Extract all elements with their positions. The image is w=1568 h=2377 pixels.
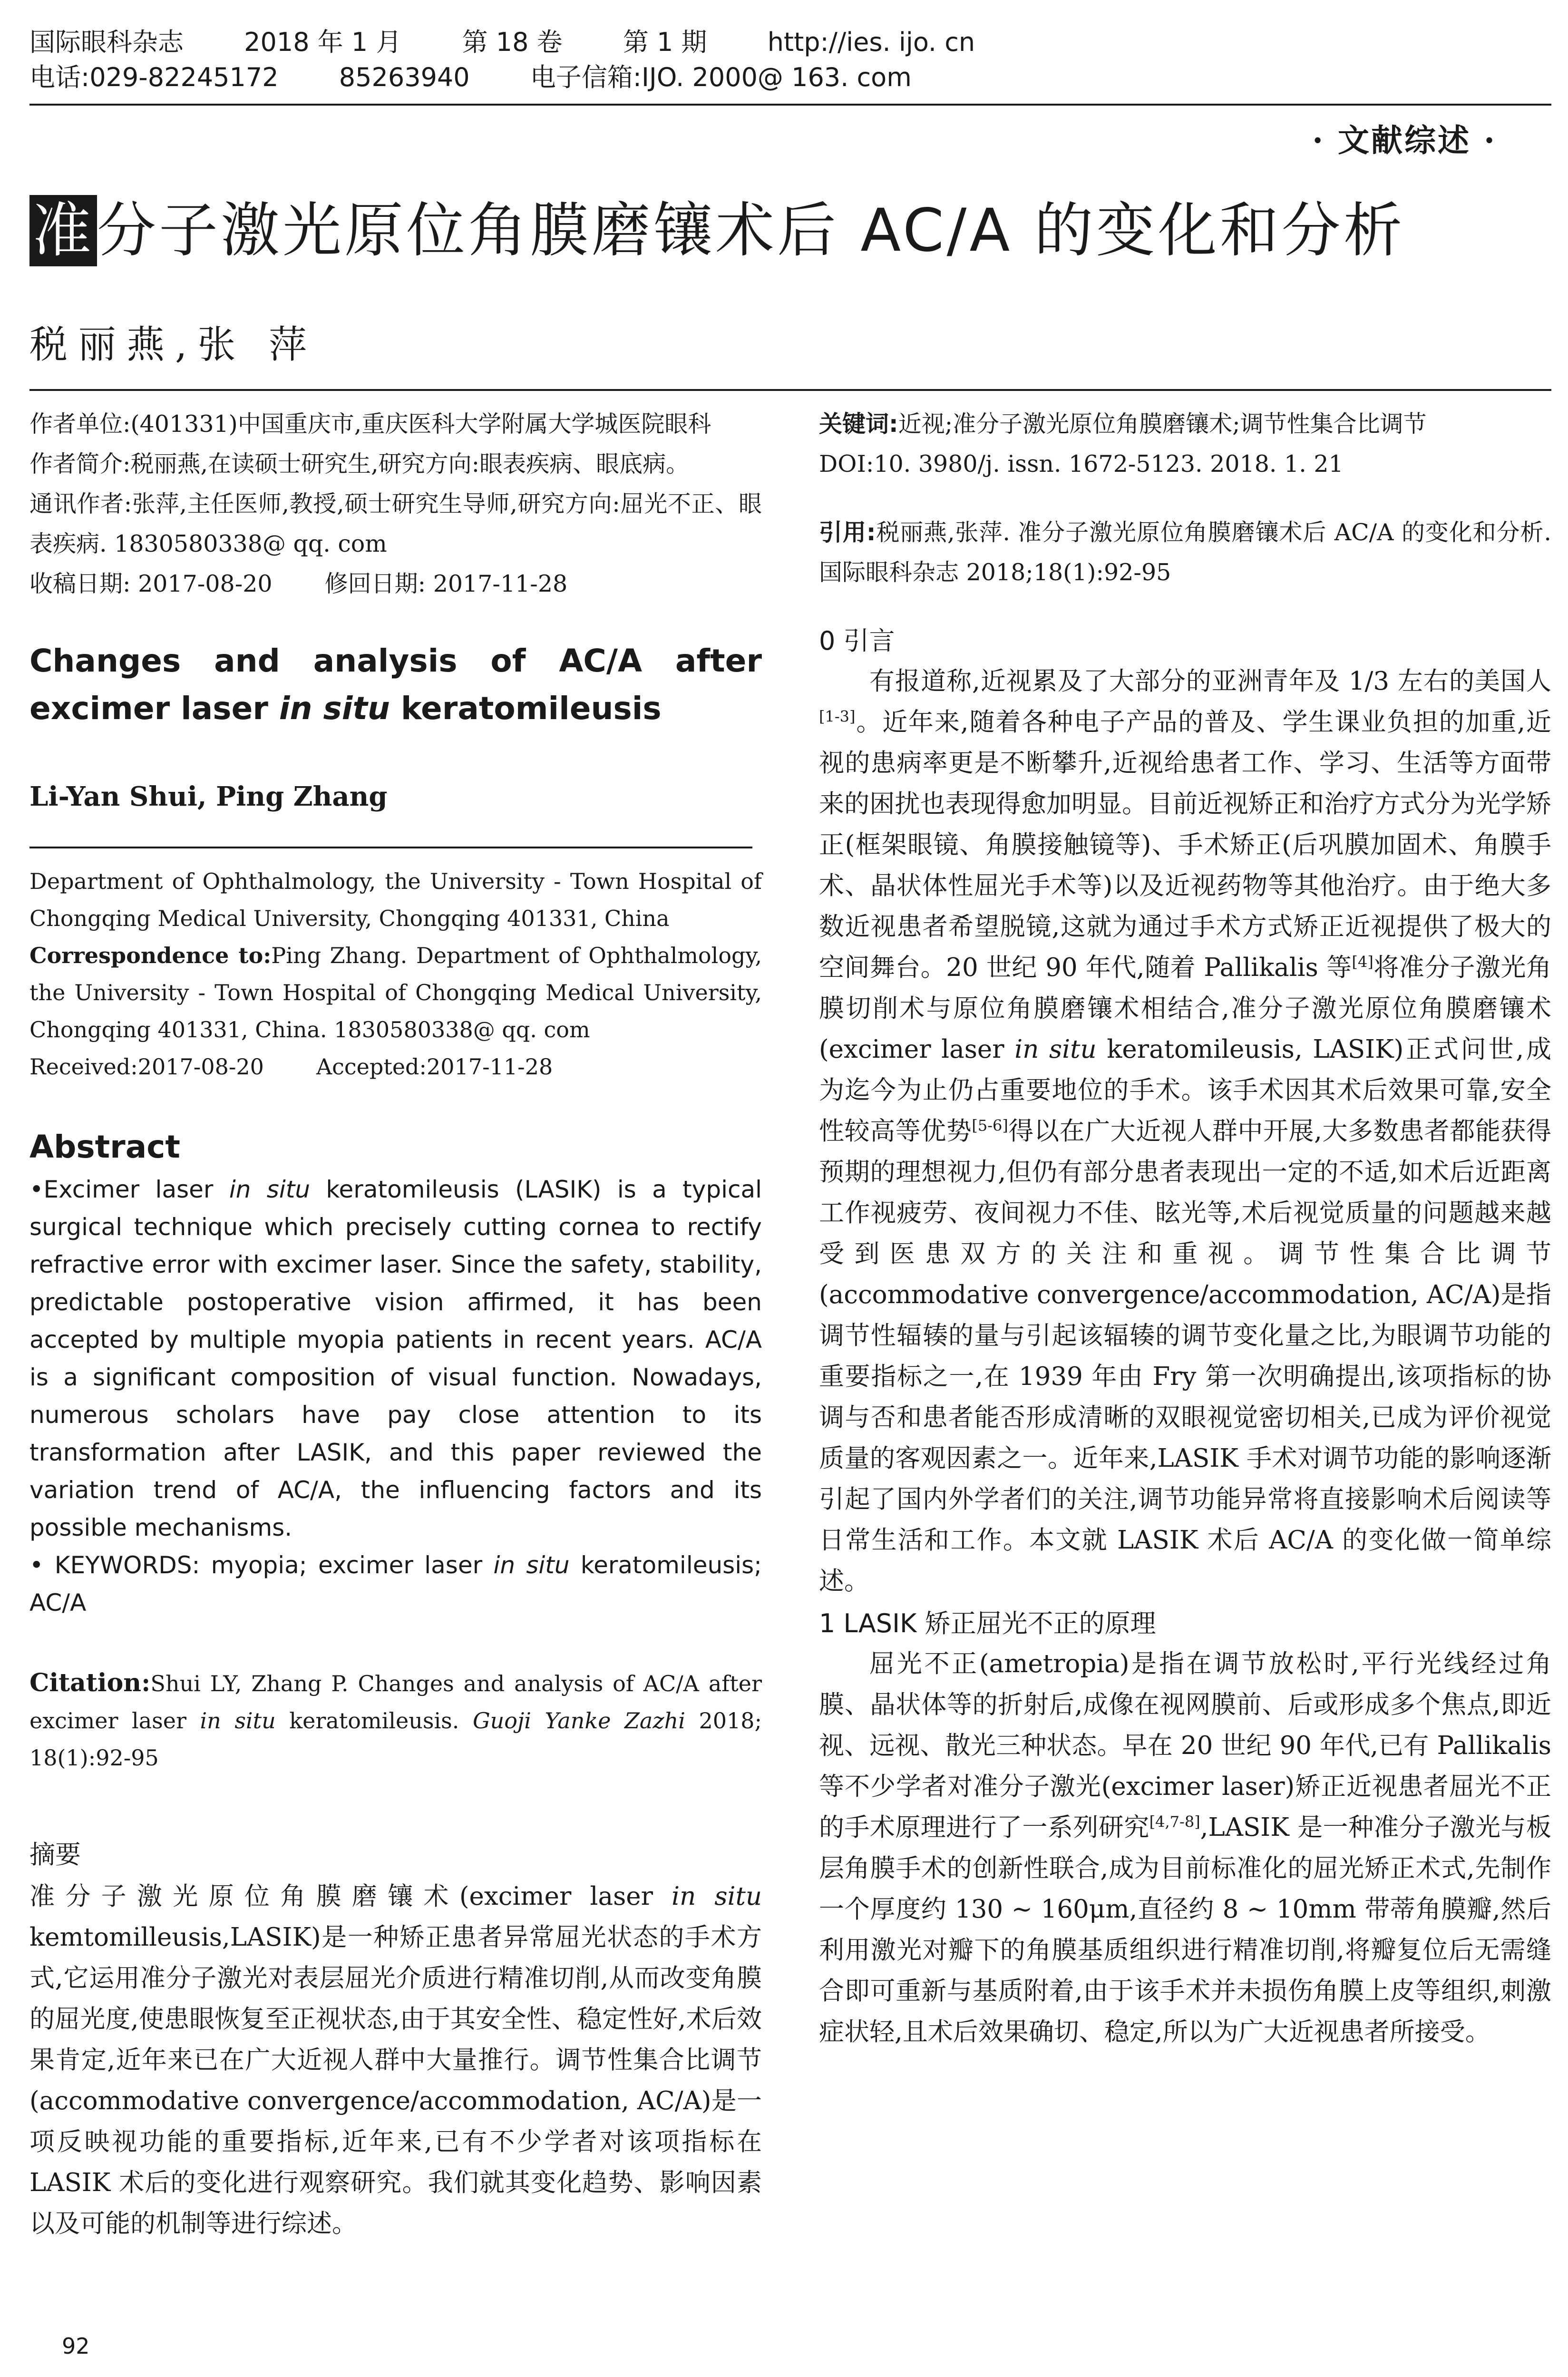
dates-en bbox=[29, 1048, 762, 1085]
keywords-en: • KEYWORDS: myopia; excimer laser in situ keratomileusis; AC/A bbox=[29, 1551, 762, 1617]
intro-heading: 0 引言 bbox=[819, 626, 895, 656]
running-header bbox=[29, 25, 1551, 95]
section-1-heading: 1 LASIK 矫正屈光不正的原理 bbox=[819, 1608, 1156, 1638]
department-en: Department of Ophthalmology, the University - Town Hospital of Chongqing Medical University, Chongqing 401331, China bbox=[29, 868, 762, 931]
right-column bbox=[819, 404, 1551, 2053]
journal-website: http://ies. ijo. cn bbox=[767, 27, 975, 57]
doi: DOI:10. 3980/j. issn. 1672-5123. 2018. 1. 21 bbox=[819, 450, 1344, 477]
citation-zh-block bbox=[819, 513, 1551, 593]
issue-number: 第 1 期 bbox=[623, 27, 707, 57]
accepted-date-en: Accepted:2017-11-28 bbox=[316, 1054, 553, 1080]
author-bio-zh: 作者简介:税丽燕,在读硕士研究生,研究方向:眼表疾病、眼底病。 bbox=[29, 450, 690, 477]
title-text: 分子激光原位角膜磨镶术后 AC/A 的变化和分析 bbox=[97, 196, 1405, 265]
abstract-en bbox=[29, 1171, 762, 1622]
title-lead-character: 准 bbox=[29, 195, 97, 266]
abstract-zh-heading: 摘要 bbox=[29, 1840, 81, 1870]
reference-marker: [4] bbox=[1352, 953, 1373, 971]
keywords-zh: 关键词:近视;准分子激光原位角膜磨镶术;调节性集合比调节 bbox=[819, 410, 1427, 438]
correspondence-en: Correspondence to:Ping Zhang. Department of Ophthalmology, the University - Town Hospital of Chongqing Medical University, Chongqing 401331, China. 1830580338@ qq. com bbox=[29, 943, 762, 1042]
dates-zh bbox=[29, 564, 762, 604]
section-tag: · 文献综述 · bbox=[1312, 122, 1497, 159]
citation-label: Citation: bbox=[29, 1668, 151, 1697]
received-date-en: Received:2017-08-20 bbox=[29, 1054, 264, 1080]
correspondence-zh: 通讯作者:张萍,主任医师,教授,硕士研究生导师,研究方向:屈光不正、眼表疾病. 1830580338@ qq. com bbox=[29, 490, 762, 557]
english-authors-rule bbox=[29, 847, 752, 848]
english-authors: Li-Yan Shui, Ping Zhang bbox=[29, 781, 388, 812]
abstract-heading: Abstract bbox=[29, 1129, 180, 1165]
section-1-body bbox=[819, 1644, 1551, 2053]
page-number: 92 bbox=[62, 2333, 90, 2359]
left-column bbox=[29, 404, 762, 2244]
title-rule bbox=[29, 389, 1551, 391]
reference-marker: [4,7-8] bbox=[1149, 1812, 1200, 1831]
authors-chinese: 税丽燕,张 萍 bbox=[29, 322, 317, 367]
header-rule bbox=[29, 104, 1551, 106]
keywords-zh-block bbox=[819, 404, 1551, 484]
abstract-text: •Excimer laser in situ keratomileusis (LASIK) is a typical surgical technique which precisely cutting cornea to rectify refractive error with excimer laser. Since the safety, stability, predictable postoperative vision affirmed, it has been accepted by multiple myopia patients in recent years. AC/A is a significant composition of visual function. Nowadays, numerous scholars have pay close attention to its transformation after LASIK, and this paper reviewed the variation trend of AC/A, the influencing factors and its possible mechanisms. bbox=[29, 1176, 762, 1541]
revised-date-zh: 修回日期: 2017-11-28 bbox=[324, 570, 568, 597]
volume: 第 18 卷 bbox=[462, 27, 563, 57]
journal-email: 电子信箱:IJO. 2000@ 163. com bbox=[530, 62, 912, 92]
reference-marker: [1-3] bbox=[819, 707, 856, 726]
citation-en: Citation:Shui LY, Zhang P. Changes and analysis of AC/A after excimer laser in situ keratomileusis. Guoji Yanke Zazhi 2018; 18(1):92-95 bbox=[29, 1668, 762, 1771]
english-title: Changes and analysis of AC/A after excimer laser in situ keratomileusis bbox=[29, 643, 762, 727]
abstract-zh: 准分子激光原位角膜磨镶术(excimer laser in situ kemtomilleusis,LASIK)是一种矫正患者异常屈光状态的手术方式,它运用准分子激光对表层屈光介质进行精准切削,从而改变角膜的屈光度,使患眼恢复至正视状态,由于其安全性、稳定性好,术后效果肯定,近年来已在广大近视人群中大量推行。调节性集合比调节(accommodative convergence/accommodation, AC/A)是一项反映视功能的重要指标,近年来,已有不少学者对该项指标在 LASIK 术后的变化进行观察研究。我们就其变化趋势、影响因素以及可能的机制等进行综述。 bbox=[29, 1882, 762, 2238]
affiliation-zh: 作者单位:(401331)中国重庆市,重庆医科大学附属大学城医院眼科 bbox=[29, 410, 711, 438]
article-title bbox=[29, 195, 1551, 266]
issue-date: 2018 年 1 月 bbox=[244, 27, 402, 57]
received-date-zh: 收稿日期: 2017-08-20 bbox=[29, 570, 273, 597]
reference-marker: [5-6] bbox=[972, 1116, 1008, 1135]
intro-paragraph: 有报道称,近视累及了大部分的亚洲青年及 1/3 左右的美国人[1-3]。近年来,随着各种电子产品的普及、学生课业负担的加重,近视的患病率更是不断攀升,近视给患者工作、学习、生活等方面带来的困扰也表现得愈加明显。目前近视矫正和治疗方式分为光学矫正(框架眼镜、角膜接触镜等)、手术矫正(后巩膜加固术、角膜手术、晶状体性屈光手术等)以及近视药物等其他治疗。由于绝大多数近视患者希望脱镜,这就为通过手术方式矫正近视提供了极大的空间舞台。20 世纪 90 年代,随着 Pallikalis 等[4]将准分子激光角膜切削术与原位角膜磨镶术相结合,准分子激光原位角膜磨镶术(excimer laser in situ keratomileusis, LASIK)正式问世,成为迄今为止仍占重要地位的手术。该手术因其术后效果可靠,安全性较高等优势[5-6]得以在广大近视人群中开展,大多数患者都能获得预期的理想视力,但仍有部分患者表现出一定的不适,如术后近距离工作视疲劳、夜间视力不佳、眩光等,术后视觉质量的问题越来越受到医患双方的关注和重视。调节性集合比调节(accommodative convergence/accommodation, AC/A)是指调节性辐辏的量与引起该辐辏的调节变化量之比,为眼调节功能的重要指标之一,在 1939 年由 Fry 第一次明确提出,该项指标的协调与否和患者能否形成清晰的双眼视觉密切相关,已成为评价视觉质量的客观因素之一。近年来,LASIK 手术对调节功能的影响逐渐引起了国内外学者们的关注,调节功能异常将直接影响术后阅读等日常生活和工作。本文就 LASIK 术后 AC/A 的变化做一简单综述。 bbox=[819, 667, 1552, 1596]
section-1-paragraph: 屈光不正(ametropia)是指在调节放松时,平行光线经过角膜、晶状体等的折射后,成像在视网膜前、后或形成多个焦点,即近视、远视、散光三种状态。早在 20 世纪 90 年代,已有 Pallikalis 等不少学者对准分子激光(excimer laser)矫正近视患者屈光不正的手术原理进行了一系列研究[4,7-8],LASIK 是一种准分子激光与板层角膜手术的创新性联合,成为目前标准化的屈光矫正术式,先制作一个厚度约 130 ~ 160μm,直径约 8 ~ 10mm 带蒂角膜瓣,然后利用激光对瓣下的角膜基质组织进行精准切削,将瓣复位后无需缝合即可重新与基质附着,由于该手术并未损伤角膜上皮等组织,刺激症状轻,且术后效果确切、稳定,所以为广大近视患者所接受。 bbox=[819, 1649, 1552, 2046]
journal-phone: 电话:029-82245172 bbox=[29, 62, 279, 92]
journal-name: 国际眼科杂志 bbox=[29, 27, 184, 57]
citation-zh: 引用:税丽燕,张萍. 准分子激光原位角膜磨镶术后 AC/A 的变化和分析. 国际眼科杂志 2018;18(1):92-95 bbox=[819, 519, 1551, 586]
intro-body bbox=[819, 661, 1551, 1602]
english-affiliation bbox=[29, 863, 762, 1085]
journal-phone-2: 85263940 bbox=[339, 62, 470, 92]
author-info bbox=[29, 404, 762, 604]
